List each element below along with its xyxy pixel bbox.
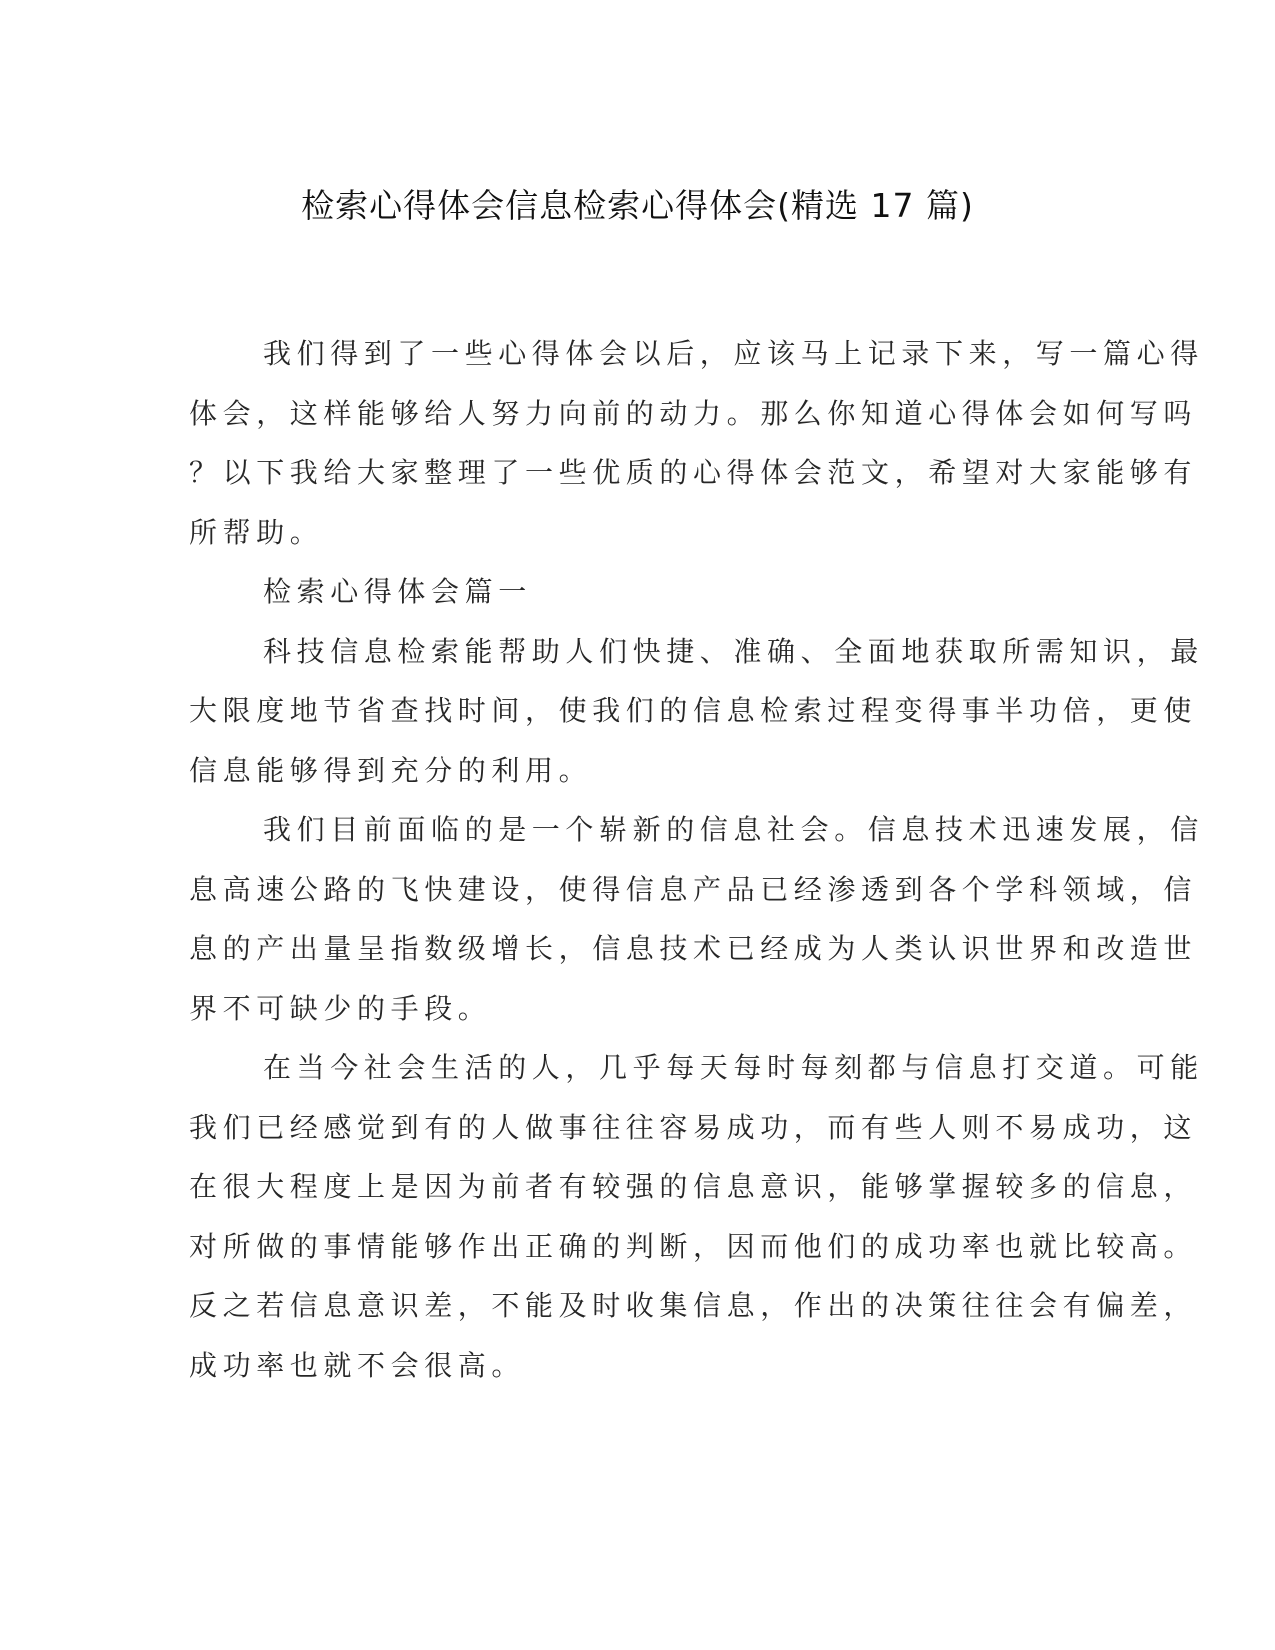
paragraph-line: 在很大程度上是因为前者有较强的信息意识，能够掌握较多的信息， (189, 1170, 1198, 1203)
paragraph-line: 对所做的事情能够作出正确的判断，因而他们的成功率也就比较高。 (189, 1229, 1198, 1263)
document-title: 检索心得体会信息检索心得体会(精选 17 篇) (301, 186, 974, 225)
paragraph-line: 所帮助。 (189, 515, 324, 549)
paragraph-line: 息高速公路的飞快建设，使得信息产品已经渗透到各个学科领域，信 (189, 872, 1198, 906)
document-body (189, 324, 1204, 1395)
paragraph-line: 界不可缺少的手段。 (189, 991, 492, 1025)
paragraph-line: 信息能够得到充分的利用。 (189, 753, 593, 787)
paragraph-line: 体会，这样能够给人努力向前的动力。那么你知道心得体会如何写吗 (189, 396, 1198, 430)
paragraph-line: 在当今社会生活的人，几乎每天每时每刻都与信息打交道。可能 (263, 1051, 1204, 1084)
paragraph-line: 大限度地节省查找时间，使我们的信息检索过程变得事半功倍，更使 (189, 694, 1198, 727)
paragraph-line: ？以下我给大家整理了一些优质的心得体会范文，希望对大家能够有 (189, 456, 1198, 489)
paragraph-line: 成功率也就不会很高。 (189, 1348, 526, 1382)
paragraph-line: 科技信息检索能帮助人们快捷、准确、全面地获取所需知识，最 (263, 634, 1204, 668)
paragraph-line: 我们得到了一些心得体会以后，应该马上记录下来，写一篇心得 (263, 337, 1204, 370)
paragraph-line: 反之若信息意识差，不能及时收集信息，作出的决策往往会有偏差， (189, 1289, 1198, 1322)
paragraph-line: 息的产出量呈指数级增长，信息技术已经成为人类认识世界和改造世 (189, 932, 1198, 965)
paragraph-line: 我们目前面临的是一个崭新的信息社会。信息技术迅速发展，信 (263, 813, 1204, 846)
paragraph-line: 我们已经感觉到有的人做事往往容易成功，而有些人则不易成功，这 (189, 1110, 1198, 1144)
section-heading: 检索心得体会篇一 (263, 575, 532, 608)
